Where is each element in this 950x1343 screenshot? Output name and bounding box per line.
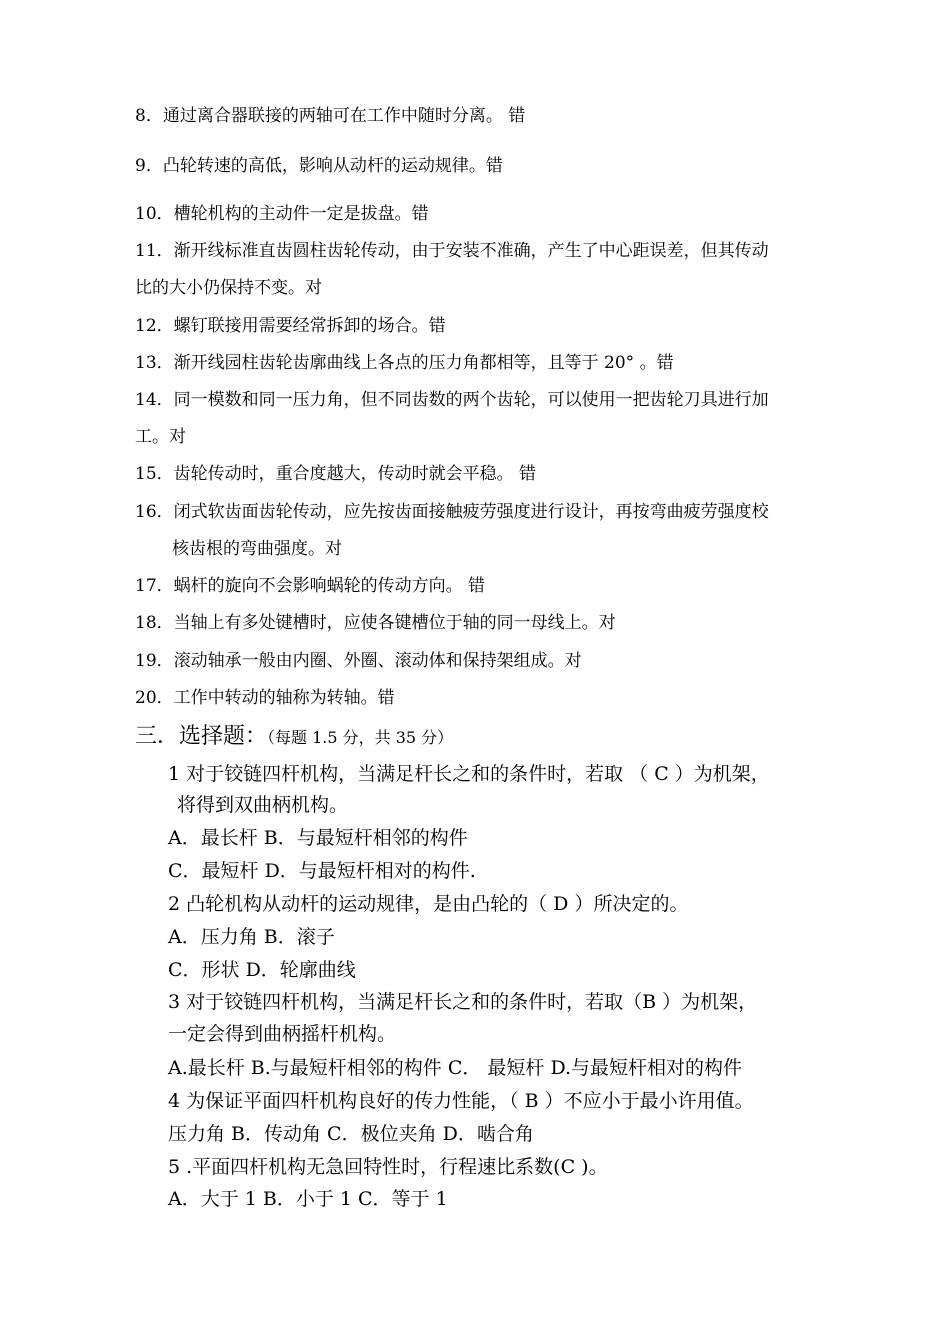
judgment-item-15: 15．齿轮传动时，重合度越大，传动时就会平稳。 错 — [135, 464, 537, 484]
judgment-item-11-cont: 比的大小仍保持不变。对 — [135, 278, 322, 298]
judgment-item-9: 9．凸轮转速的高低，影响从动杆的运动规律。错 — [135, 156, 503, 176]
judgment-item-13: 13．渐开线园柱齿轮齿廓曲线上各点的压力角都相等，且等于 20° 。错 — [135, 353, 674, 373]
section-heading — [135, 722, 453, 753]
judgment-item-16-cont: 核齿根的弯曲强度。对 — [172, 539, 342, 559]
choice-question-1: 1 对于铰链四杆机构，当满足杆长之和的条件时，若取 （ C ）为机架， — [168, 763, 770, 785]
judgment-item-20: 20．工作中转动的轴称为转轴。错 — [135, 688, 395, 708]
judgment-item-14-cont: 工。对 — [135, 427, 186, 447]
judgment-item-14: 14．同一模数和同一压力角，但不同齿数的两个齿轮，可以使用一把齿轮刀具进行加 — [135, 390, 769, 410]
section-note: （每题 1.5 分，共 35 分） — [267, 728, 454, 747]
choice-question-4: 4 为保证平面四杆机构良好的传力性能，（ B ）不应小于最小许用值。 — [168, 1090, 754, 1112]
choice-question-2: 2 凸轮机构从动杆的运动规律，是由凸轮的（ D ）所决定的。 — [168, 893, 689, 915]
judgment-item-11: 11．渐开线标准直齿圆柱齿轮传动，由于安装不准确，产生了中心距误差，但其传动 — [135, 241, 769, 261]
judgment-item-17: 17．蜗杆的旋向不会影响蜗轮的传动方向。 错 — [135, 576, 486, 596]
judgment-item-16: 16．闭式软齿面齿轮传动，应先按齿面接触疲劳强度进行设计，再按弯曲疲劳强度校 — [135, 502, 769, 522]
choice-options-2a: A．压力角 B．滚子 — [168, 926, 335, 948]
section-title: 三．选择题： — [135, 724, 268, 749]
judgment-item-8: 8．通过离合器联接的两轴可在工作中随时分离。 错 — [135, 106, 526, 126]
judgment-item-10: 10．槽轮机构的主动件一定是拔盘。错 — [135, 204, 429, 224]
judgment-item-19: 19．滚动轴承一般由内圈、外圈、滚动体和保持架组成。对 — [135, 651, 582, 671]
judgment-item-12: 12．螺钉联接用需要经常拆卸的场合。错 — [135, 316, 446, 336]
choice-question-3-cont: 一定会得到曲柄摇杆机构。 — [168, 1023, 397, 1045]
judgment-item-18: 18．当轴上有多处键槽时，应使各键槽位于轴的同一母线上。对 — [135, 613, 616, 633]
choice-options-5: A．大于 1 B．小于 1 C．等于 1 — [168, 1188, 448, 1210]
choice-question-5: 5 .平面四杆机构无急回特性时，行程速比系数(C )。 — [168, 1156, 608, 1178]
choice-options-1b: C．最短杆 D．与最短杆相对的构件. — [168, 860, 476, 882]
choice-question-1-cont: 将得到双曲柄机构。 — [177, 794, 349, 816]
choice-options-4: 压力角 B．传动角 C．极位夹角 D．啮合角 — [168, 1123, 534, 1145]
choice-question-3: 3 对于铰链四杆机构，当满足杆长之和的条件时，若取（B ）为机架， — [168, 991, 758, 1013]
choice-options-2b: C．形状 D．轮廓曲线 — [168, 959, 356, 981]
choice-options-3: A.最长杆 B.与最短杆相邻的构件 C． 最短杆 D.与最短杆相对的构件 — [168, 1057, 743, 1079]
choice-options-1a: A．最长杆 B．与最短杆相邻的构件 — [168, 827, 468, 849]
